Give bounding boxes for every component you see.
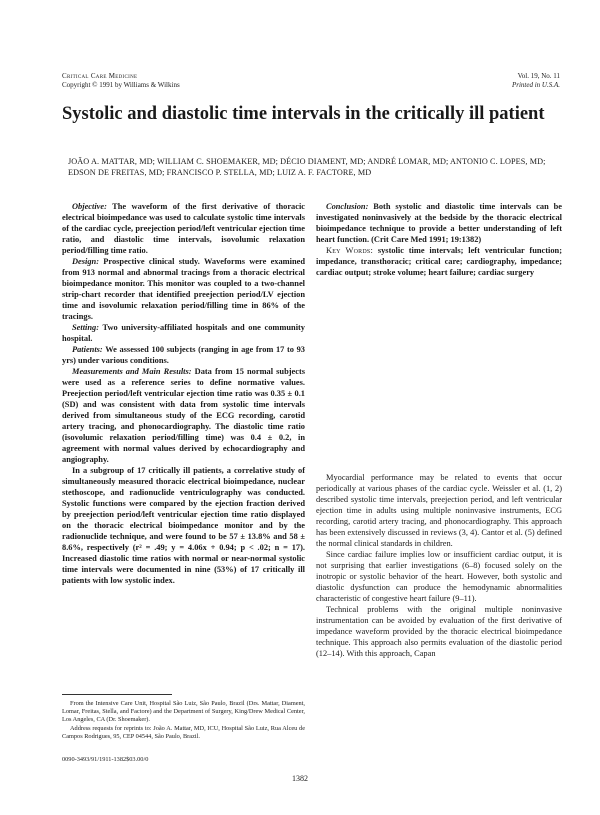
design-label: Design: [72, 257, 99, 266]
abstract-design [62, 256, 305, 322]
keywords-label: Key Words: [326, 246, 373, 255]
conclusion-label: Conclusion: [326, 202, 369, 211]
affiliation-footnote: From the Intensive Care Unit, Hospital São Luiz, São Paulo, Brazil (Drs. Mattar, Diament, Lomar, Freitas, Stella, and Factore) and the Department of Surgery, King/Drew Medical Center, Los Angeles, CA (Dr. Shoemaker). [62, 700, 305, 724]
article-title: Systolic and diastolic time intervals in the critically ill patient [62, 104, 545, 124]
page-number: 1382 [292, 774, 308, 783]
measurements-label: Measurements and Main Results: [72, 367, 192, 376]
journal-header-left [62, 72, 180, 90]
patients-text: We assessed 100 subjects (ranging in age from 17 to 93 yrs) under various conditions. [62, 345, 305, 365]
abstract-conclusion [316, 201, 562, 245]
body-column [316, 472, 562, 659]
journal-name: Critical Care Medicine [62, 72, 138, 80]
objective-label: Objective: [72, 202, 107, 211]
keywords-text: systolic time intervals; left ventricular function; impedance, transthoracic; critical care; cardiography, impedance; cardiac output; stroke volume; heart failure; cardiac surgery [316, 246, 562, 277]
body-paragraph: Since cardiac failure implies low or insufficient cardiac output, it is not surprising that earlier investigations (6–8) focused solely on the inotropic or systolic behavior of the heart. However, both systolic and diastolic dysfunction can produce the hemodynamic abnormalities characteristic of congestive heart failure (9–11). [316, 550, 562, 603]
body-paragraph: Myocardial performance may be related to events that occur periodically at various phases of the cardiac cycle. Weissler et al. (1, 2) described systolic time intervals, preejection period, and left ventricular ejection time in adults using multiple noninvasive instruments, ECG recording, carotid artery tracing, and phonocardiography. This approach has been extensively discussed in reviews (3, 4). Cantor et al. (5) defined the normal clinical standards in children. [316, 473, 562, 548]
conclusion-text: Both systolic and diastolic time intervals can be investigated noninvasively at the bedside by the thoracic electrical bioimpedance technique to provide a better understanding of left heart function. (Crit Care Med 1991; 19:1382) [316, 202, 562, 244]
abstract-column-right [316, 201, 562, 278]
abstract-measurements [62, 366, 305, 465]
printed-line: Printed in U.S.A. [511, 81, 560, 89]
design-text: Prospective clinical study. Waveforms were examined from 913 normal and abnormal tracings from a thoracic electrical bioimpedance monitor. This monitor was coupled to a two-channel strip-chart recorder that identified preejection period/LV ejection time and isovolumic relaxation period/filling time in 86% of the tracings. [62, 257, 305, 321]
abstract-objective [62, 201, 305, 256]
author-list: JOÃO A. MATTAR, MD; WILLIAM C. SHOEMAKER, MD; DÉCIO DIAMENT, MD; ANDRÉ LOMAR, MD; ANTONIO C. LOPES, MD; EDSON DE FREITAS, MD; FRANCISCO P. STELLA, MD; LUIZ A. F. FACTORE, MD [68, 157, 546, 177]
measurements-text: Data from 15 normal subjects were used as a reference series to define normative values. Preejection period/left ventricular ejection time ratio was 0.35 ± 0.1 (SD) and was consistent with data from systolic time intervals derived from simultaneous study of the ECG recording, carotid artery tracing, and phonocardiography. The diastolic time ratio (isovolumic relaxation period/filling time) was 0.4 ± 0.2, in agreement with normal values derived by echocardiography and angiography. [62, 367, 306, 464]
abstract-subgroup: In a subgroup of 17 critically ill patients, a correlative study of simultaneously measured thoracic electrical bioimpedance, nuclear stethoscope, and radionuclide ventriculography was conducted. Systolic functions were compared by the ejection fraction derived by preejection period/left ventricular ejection time ratio displayed on the thoracic electrical bioimpedance monitor and by the radionuclide technique, and were found to be 57 ± 13.8% and 58 ± 8.6%, respectively (r² = .49; y = 4.06x + 0.94; p < .02; n = 17). Increased diastolic time ratios with normal or near-normal systolic time intervals were documented in nine (53%) of 17 critically ill patients with low systolic index. [62, 466, 305, 585]
volume-line: Vol. 19, No. 11 [517, 72, 560, 80]
patients-label: Patients: [72, 345, 103, 354]
copyright-line: Copyright © 1991 by Williams & Wilkins [62, 81, 180, 89]
objective-text: The waveform of the first derivative of thoracic electrical bioimpedance was used to calculate systolic time intervals of the cardiac cycle, preejection period/left ventricular ejection time ratio, and diastolic time intervals, isovolumic relaxation period/filling time ratio. [62, 202, 305, 255]
reprints-footnote: Address requests for reprints to: João A. Mattar, MD, ICU, Hospital São Luiz, Rua Alceu de Campos Rodrigues, 95, CEP 04544, São Paulo, Brazil. [62, 724, 305, 740]
issn-code: 0090-3493/91/1911-1382$03.00/0 [62, 756, 149, 763]
setting-label: Setting: [72, 323, 99, 332]
footnote-divider [62, 694, 172, 695]
journal-header-right [512, 72, 560, 90]
abstract-column-left [62, 201, 305, 586]
abstract-keywords [316, 245, 562, 278]
abstract-patients [62, 344, 305, 366]
abstract-setting [62, 322, 305, 344]
body-paragraph: Technical problems with the original multiple noninvasive instrumentation can be avoided by evaluation of the first derivative of impedance waveform provided by the thoracic electrical bioimpedance technique. This approach also permits evaluation of the diastolic period (12–14). With this approach, Capan [316, 605, 562, 658]
footnotes [62, 700, 305, 741]
setting-text: Two university-affiliated hospitals and one community hospital. [62, 323, 305, 343]
